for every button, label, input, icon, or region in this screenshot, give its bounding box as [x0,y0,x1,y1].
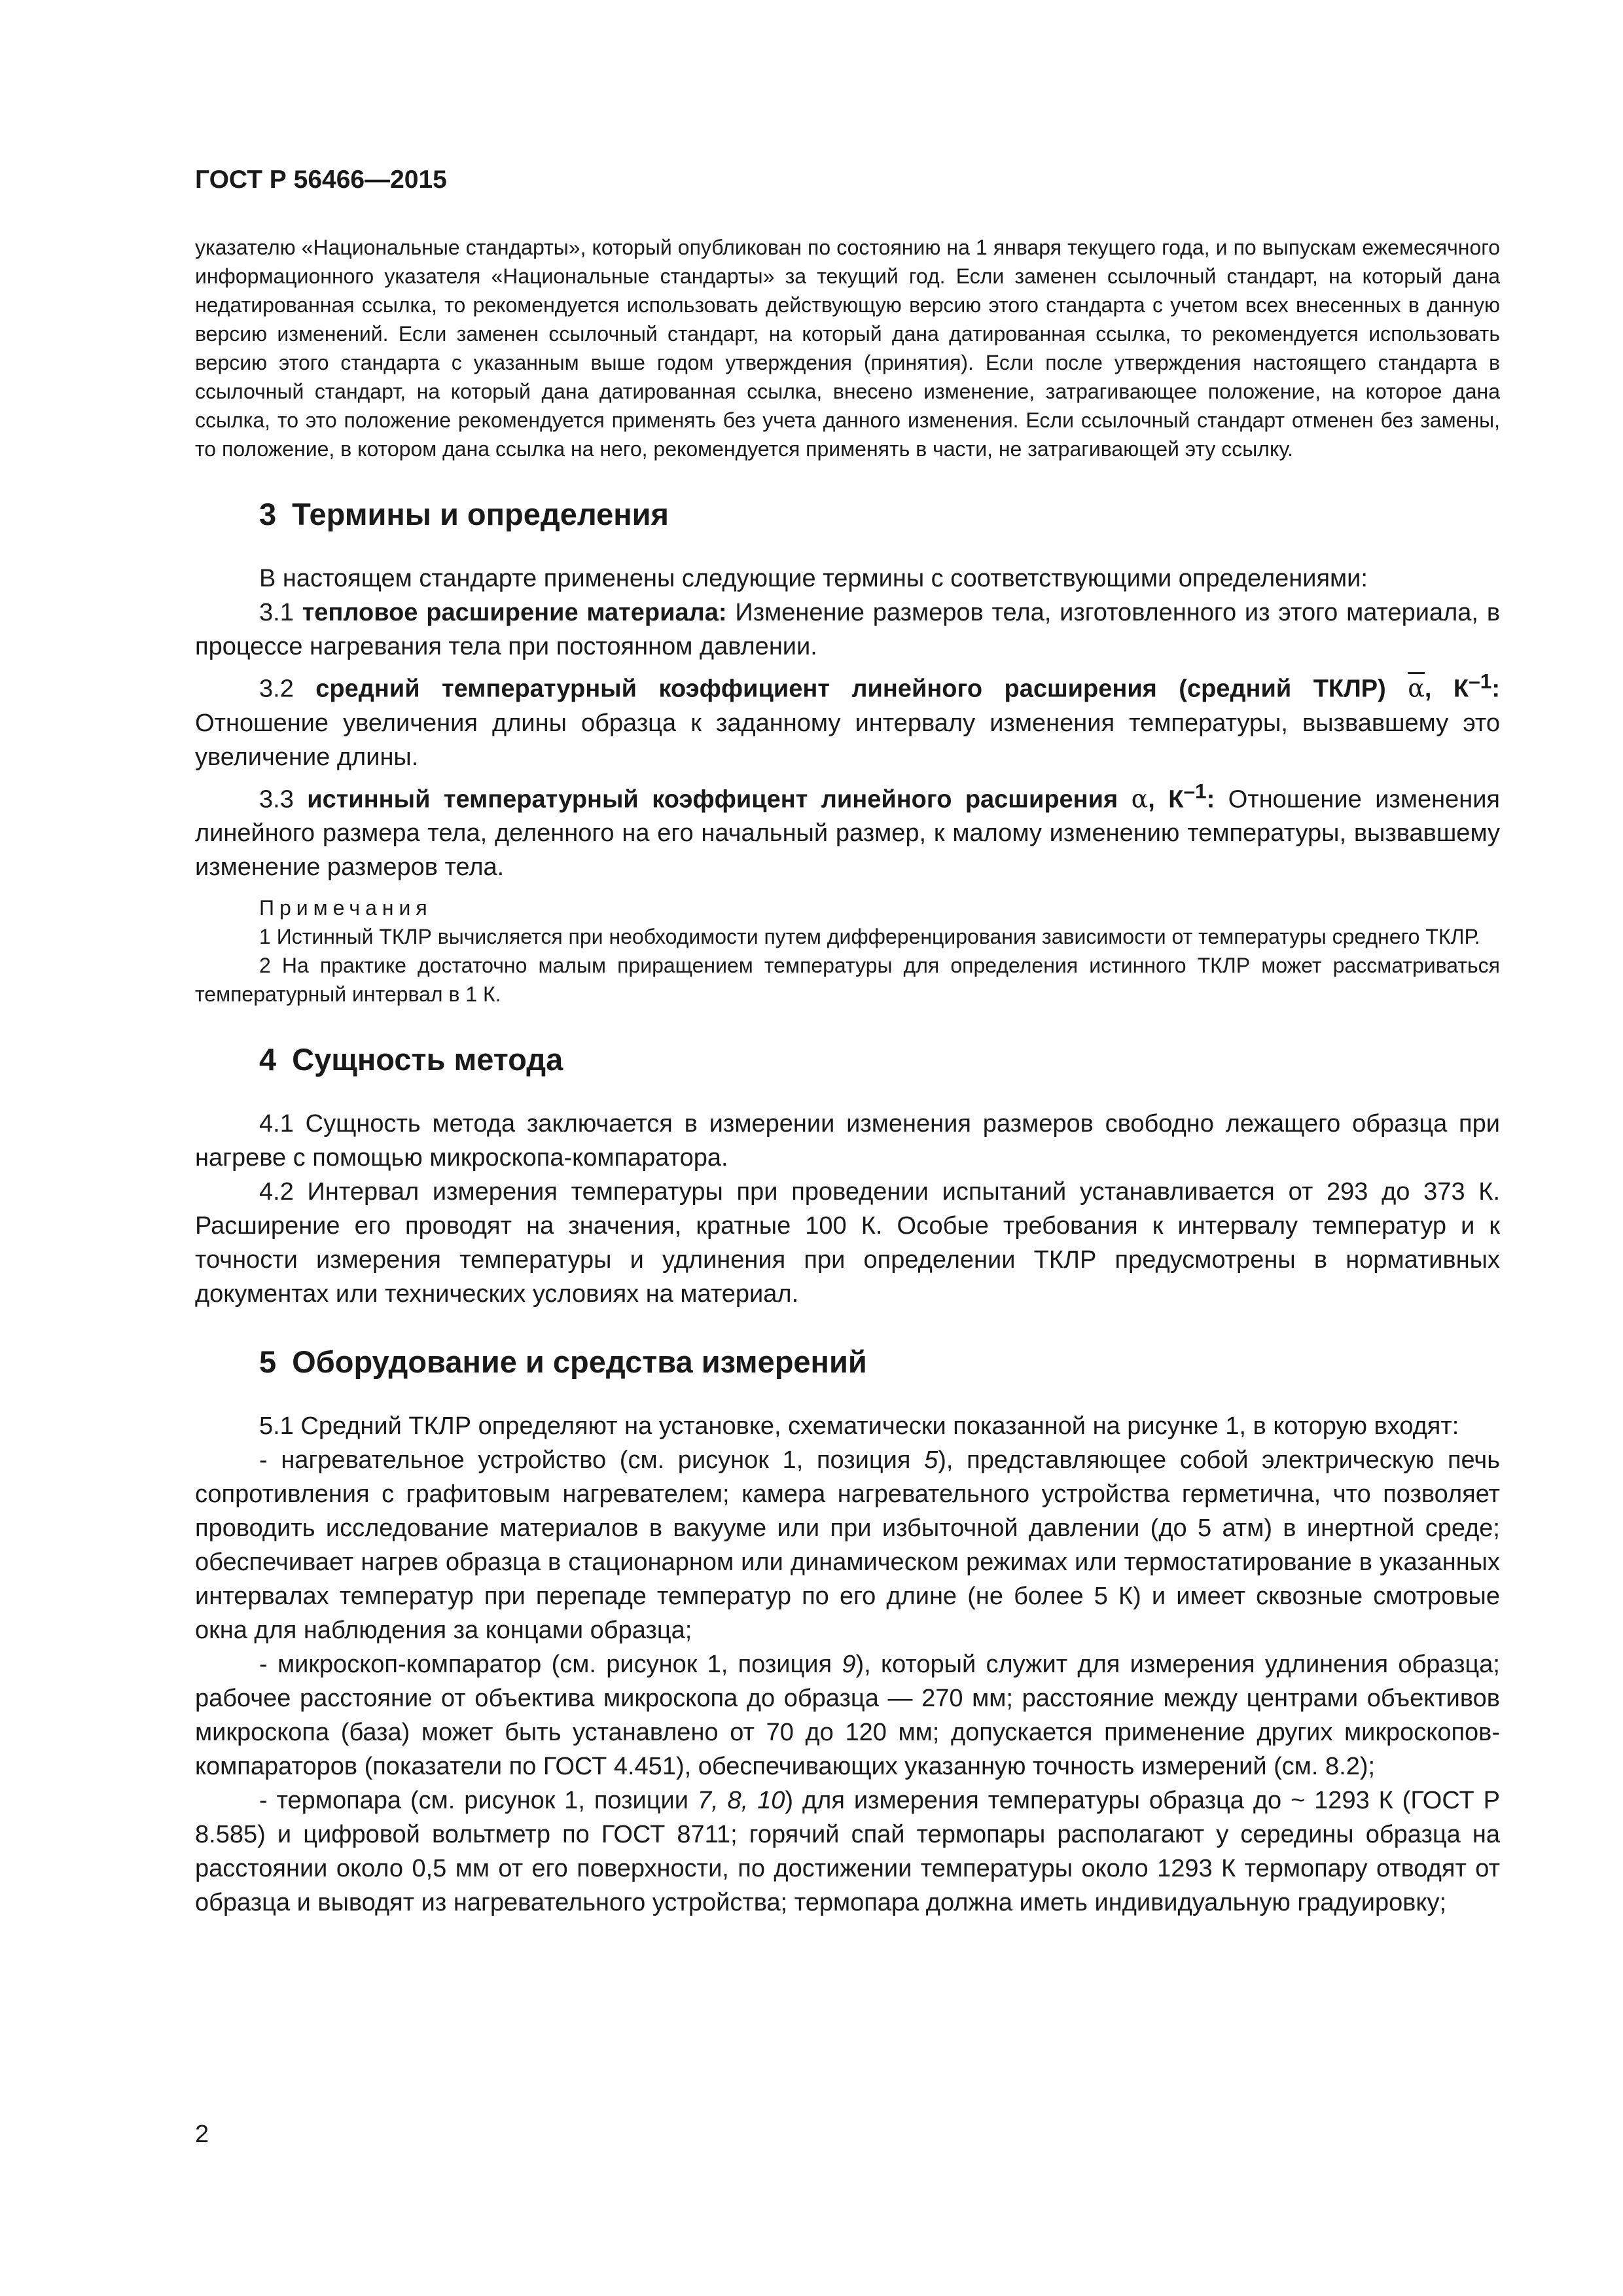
term-3-2 [195,664,1500,774]
equipment-item-microscope-text-a: - микроскоп-компаратор (см. рисунок 1, позиция [259,1651,842,1679]
term-3-3-colon: : [1206,785,1215,814]
term-3-2-unit: , К [1424,675,1469,703]
clause-5-1: 5.1 Средний ТКЛР определяют на установке, схематически показанной на рисунке 1, в которую входят: [259,1412,1459,1441]
equipment-item-thermocouple-positions: 7, 8, 10 [697,1787,785,1815]
equipment-item-microscope [195,1647,1500,1784]
document-code-header: ГОСТ Р 56466—2015 [195,166,447,194]
term-3-2-title: средний температурный коэффициент линейного расширения (средний ТКЛР) [315,675,1386,703]
equipment-item-heater-text-a: - нагревательное устройство (см. рисунок 1, позиция [259,1446,925,1475]
term-3-2-colon: : [1491,675,1500,703]
term-3-1-title: тепловое расширение материала: [302,599,727,626]
equipment-item-microscope-text-b: ), который служит для измерения удлинения образца; рабочее расстояние от объектива микроскопа до образца — 270 мм; расстояние между центрами объективов микроскопа (база) может быть устанавлено от 70 до 120 мм; допускается применение других микроскопов-компараторов (показатели по ГОСТ 4.451), обеспечивающих указанную точность измерений (см. 8.2); [195,1651,1500,1781]
page-number: 2 [195,2121,209,2148]
section-3-number: 3 [259,497,277,531]
term-3-3-number: 3.3 [259,785,294,814]
clause-4-2: 4.2 Интервал измерения температуры при проведении испытаний устанавливается от 293 до 373 К. Расширение его проводят на значения, кратные 100 К. Особые требования к интервалу температур и к точности измерения температуры и удлинения при определении ТКЛР предусмотрены в нормативных документах или технических условиях на материал. [195,1178,1500,1308]
section-5-title: Оборудование и средства измерений [292,1344,867,1380]
term-3-1-number: 3.1 [259,599,294,626]
equipment-item-thermocouple-text-a: - термопара (см. рисунок 1, позиции [259,1787,698,1815]
term-3-3-unit-exponent: –1 [1183,779,1207,803]
section-3-lead: В настоящем стандарте применены следующие термины с соответствующими определениями: [259,565,1368,592]
section-3-heading [195,495,1500,534]
term-3-3-unit: , К [1148,785,1184,814]
equipment-item-heater [195,1443,1500,1647]
equipment-item-thermocouple [195,1784,1500,1920]
term-3-3-title: истинный температурный коэффицент линейного расширения [307,785,1118,814]
term-3-1 [195,596,1500,664]
document-page [195,164,1500,1920]
term-3-1-definition: Изменение размеров тела, изготовленного из этого материала, в процессе нагревания тела при постоянном давлении. [195,599,1501,660]
term-3-2-symbol: $\overline{\alpha}$ [1408,673,1425,703]
term-3-2-unit-exponent: –1 [1469,669,1492,692]
section-4-title: Сущность метода [292,1042,563,1077]
equipment-item-thermocouple-text-b: ) для измерения температуры образца до ~ 1293 К (ГОСТ Р 8.585) и цифровой вольтметр по ГОСТ 8711; горячий спай термопары располагают у середины образца на расстоянии около 0,5 мм от его поверхности, по достижении температуры около 1293 К термопару отводят от образца и выводят из нагревательного устройства; термопара должна иметь индивидуальную градуировку; [195,1787,1500,1917]
notes-title: Примечания [259,896,433,920]
term-3-3-symbol: α [1131,784,1149,814]
term-3-2-definition: Отношение увеличения длины образца к заданному интервалу изменения температуры, вызвавшему это увеличение длины. [195,709,1500,771]
intro-paragraph: указателю «Национальные стандарты», который опубликован по состоянию на 1 января текущего года, и по выпускам ежемесячного информационного указателя «Национальные стандарты» за текущий год. Если заменен ссылочный стандарт, на который дана недатированная ссылка, то рекомендуется использовать действующую версию этого стандарта с учетом всех внесенных в данную версию изменений. Если заменен ссылочный стандарт, на который дана датированная ссылка, то рекомендуется использовать версию этого стандарта с указанным выше годом утверждения (принятия). Если после утверждения настоящего стандарта в ссылочный стандарт, на который дана датированная ссылка, внесено изменение, затрагивающее положение, на которое дана ссылка, то это положение рекомендуется применять без учета данного изменения. Если ссылочный стандарт отменен без замены, то положение, в котором дана ссылка на него, рекомендуется применять в части, не затрагивающей эту ссылку. [195,236,1500,461]
term-3-3-definition: Отношение изменения линейного размера тела, деленного на его начальный размер, к малому изменению температуры, вызвавшему изменение размеров тела. [195,785,1501,882]
section-3-title: Термины и определения [292,497,669,531]
section-4-heading [195,1040,1500,1079]
section-5-number: 5 [259,1344,277,1380]
equipment-item-microscope-position: 9 [842,1651,856,1679]
equipment-item-heater-text-b: ), представляющее собой электрическую печь сопротивления с графитовым нагревателем; камера нагревательного устройства герметична, что позволяет проводить исследование материалов в вакууме или при избыточной давлении (до 5 атм) в инертной среде; обеспечивает нагрев образца в стационарном или динамическом режимах или термостатирование в указанных интервалах температур при перепаде температур по его длине (не более 5 К) и имеет сквозные смотровые окна для наблюдения за концами образца; [195,1446,1500,1645]
clause-4-1: 4.1 Сущность метода заключается в измерении изменения размеров свободно лежащего образца при нагреве с помощью микроскопа-компаратора. [195,1110,1500,1172]
equipment-item-heater-position: 5 [924,1446,938,1475]
note-2: 2 На практике достаточно малым приращением температуры для определения истинного ТКЛР может рассматриваться температурный интервал в 1 К. [195,954,1500,1007]
section-4-number: 4 [259,1042,277,1077]
section-5-heading [195,1342,1500,1382]
term-3-3 [195,774,1500,885]
term-3-2-number: 3.2 [259,675,294,703]
note-1: 1 Истинный ТКЛР вычисляется при необходимости путем дифференцирования зависимости от температуры среднего ТКЛР. [259,925,1480,949]
